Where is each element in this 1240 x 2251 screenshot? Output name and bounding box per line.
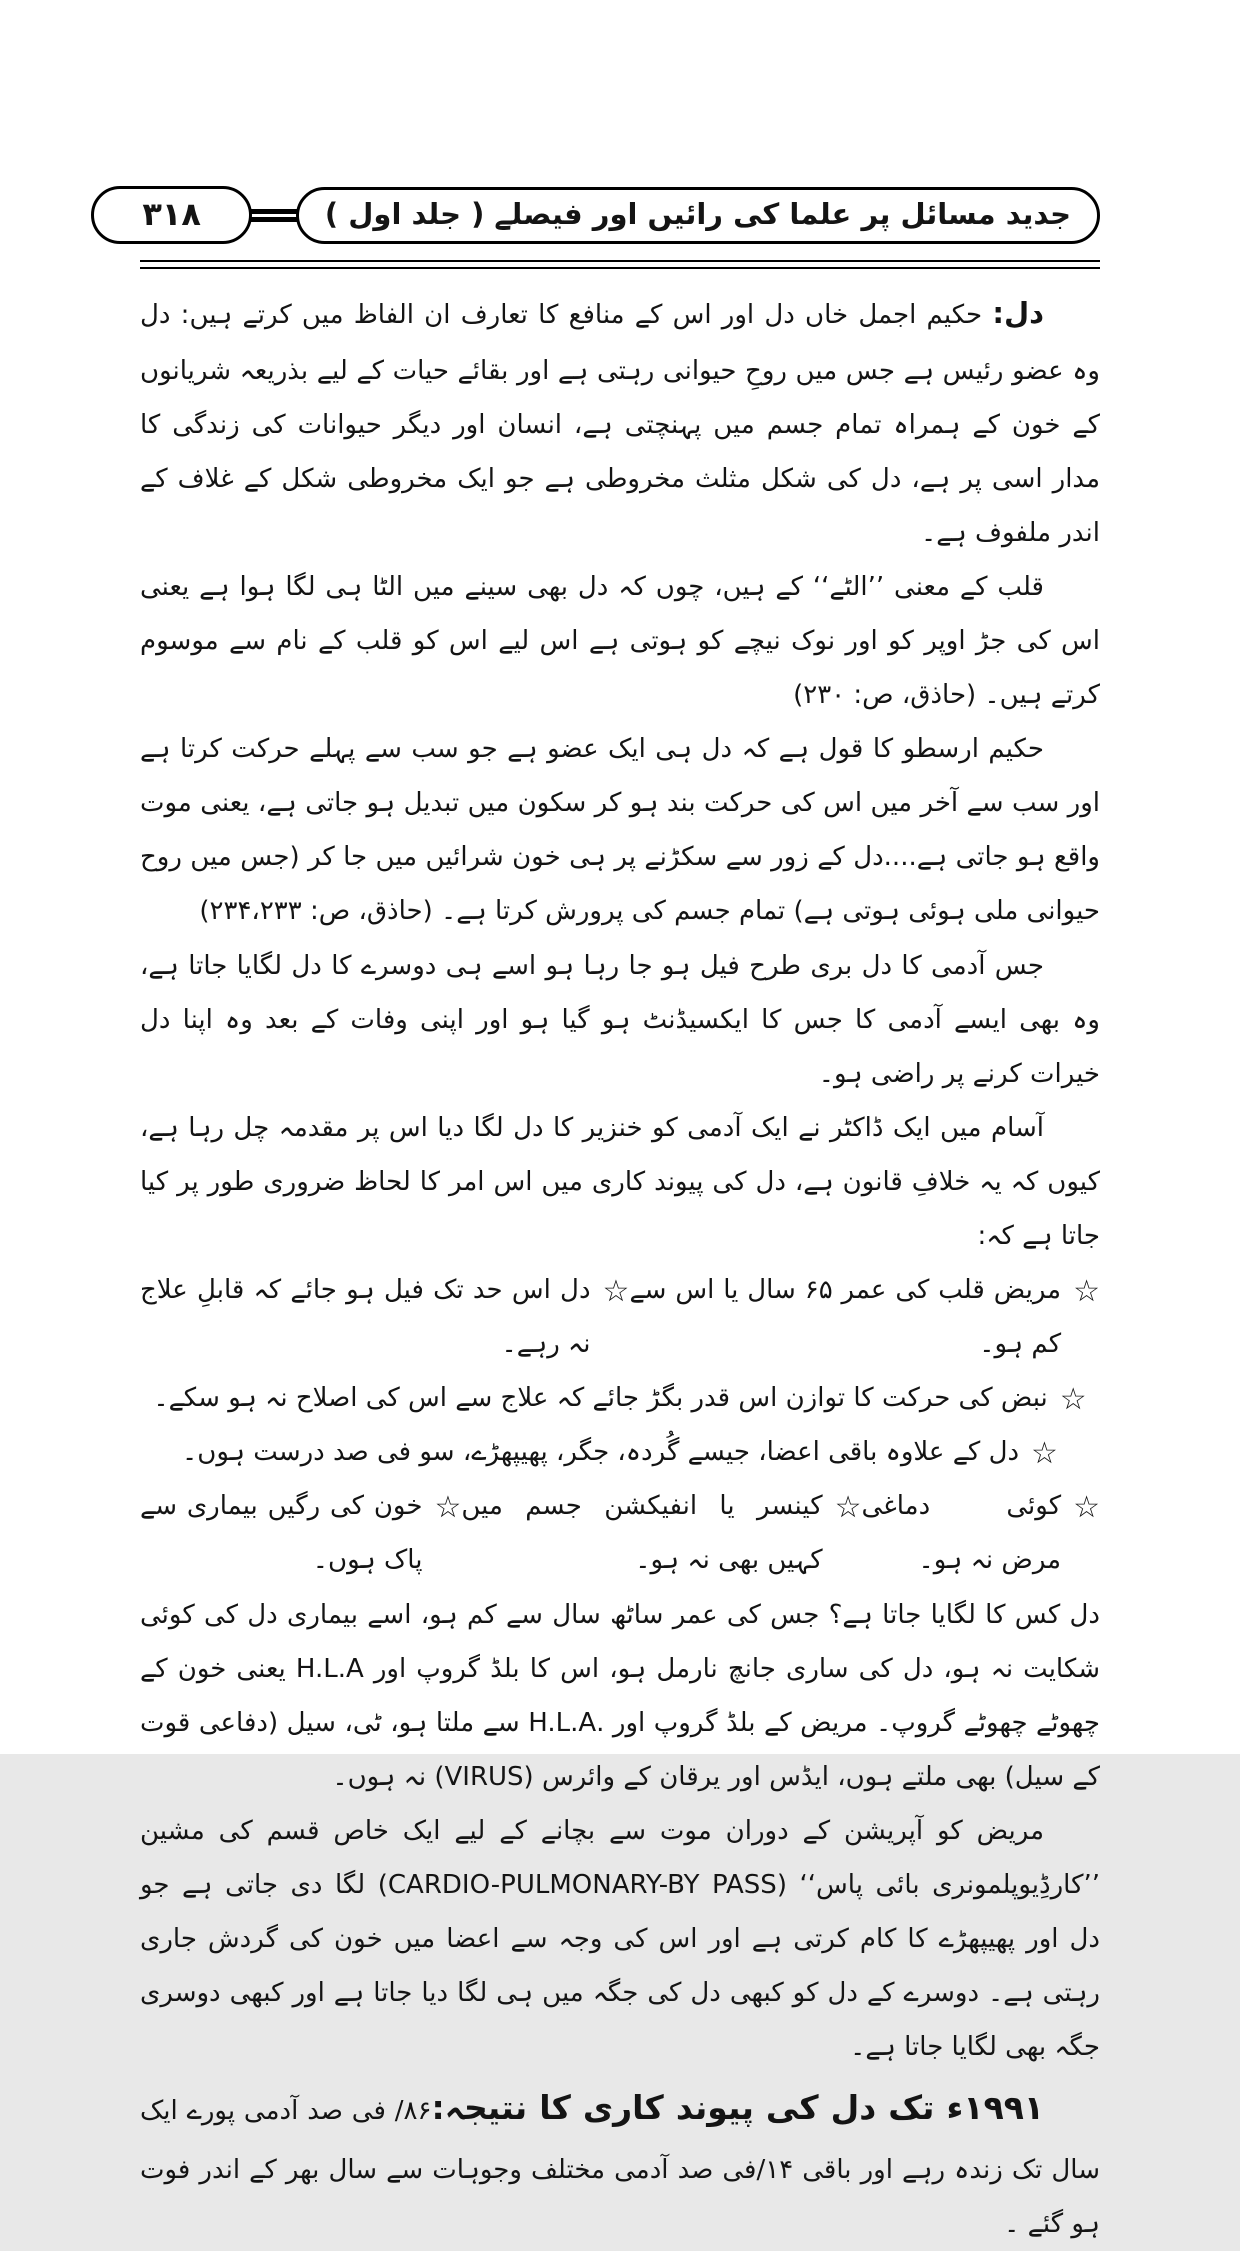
book-title: جدید مسائل پر علما کی رائیں اور فیصلے ( جلد اول ) (324, 196, 1071, 231)
checklist-item-text: دل اس حد تک فیل ہو جائے کہ قابلِ علاج نہ رہے۔ (140, 1275, 591, 1360)
checklist-item-text: خون کی رگیں بیماری سے پاک ہوں۔ (140, 1491, 423, 1576)
paragraph-assam-case (140, 1101, 1100, 1263)
star-icon: ☆ (602, 1274, 630, 1310)
paragraph-heart-intro (140, 283, 1100, 560)
page-number: ۳۱۸ (142, 195, 201, 233)
star-icon: ☆ (434, 1490, 462, 1526)
checklist-item-text: کوئی دماغی مرض نہ ہو۔ (861, 1491, 1062, 1576)
checklist-row (140, 1425, 1100, 1479)
star-icon: ☆ (1073, 1490, 1100, 1526)
result-text: ۸۶/ فی صد آدمی پورے ایک سال تک زندہ رہے اور باقی ۱۴/فی صد آدمی مختلف وجوہات سے سال بھر کے اندر فوت ہو گئے ۔ (140, 2096, 1100, 2239)
checklist-item (861, 1479, 1100, 1587)
star-icon: ☆ (834, 1490, 862, 1526)
paragraph-bypass-machine (140, 1804, 1100, 2074)
checklist-item (182, 1425, 1058, 1479)
checklist-row (140, 1263, 1100, 1371)
checklist-item (153, 1371, 1086, 1425)
page-content (140, 283, 1100, 2251)
paragraph-text: جس آدمی کا دل بری طرح فیل ہو جا رہا ہو اسے ہی دوسرے کا دل لگایا جاتا ہے، وہ بھی ایسے آدمی کا جس کا ایکسیڈنٹ ہو گیا ہو اور اپنی وفات کے بعد وہ اپنا دل خیرات کرنے پر راضی ہو۔ (140, 950, 1100, 1089)
checklist-item-text: مریض قلب کی عمر ۶۵ سال یا اس سے کم ہو۔ (629, 1275, 1062, 1360)
paragraph-text: قلب کے معنی ’’الٹے‘‘ کے ہیں، چوں کہ دل بھی سینے میں الٹا ہی لگا ہوا ہے یعنی اس کی جڑ اوپر کو اور نوک نیچے کو ہوتی ہے اس لیے اس کو قلب کے نام سے موسوم کرتے ہیں۔ (حاذق، ص: ۲۳۰) (140, 572, 1100, 711)
book-title-badge (296, 187, 1100, 244)
checklist-item-text: دل کے علاوہ باقی اعضا، جیسے گُردہ، جگر، پھیپھڑے، سو فی صد درست ہوں۔ (182, 1437, 1020, 1468)
checklist-item (461, 1479, 861, 1587)
checklist-row (140, 1479, 1100, 1587)
checklist-item-text: نبض کی حرکت کا توازن اس قدر بگڑ جائے کہ علاج سے اس کی اصلاح نہ ہو سکے۔ (153, 1383, 1048, 1414)
checklist-item (140, 1263, 629, 1371)
checklist-item-text: کینسر یا انفیکشن جسم میں کہیں بھی نہ ہو۔ (461, 1491, 823, 1576)
header-connector-rule (244, 209, 304, 222)
header-double-rule (140, 260, 1100, 269)
paragraph-aristotle-quote (140, 722, 1100, 938)
paragraph-text: مریض کو آپریشن کے دوران موت سے بچانے کے لیے ایک خاص قسم کی مشین ’’کارڈِیوپلمونری بائی پاس‘‘ (CARDIO-PULMONARY-BY PASS) لگا دی جاتی ہے جو دل اور پھیپھڑے کا کام کرتی ہے اور اس کی وجہ سے اعضا میں خون کی گردش جاری رہتی ہے۔ دوسرے کے دل کو کبھی دل کی جگہ میں ہی لگا دیا جاتا ہے اور کبھی دوسری جگہ بھی لگایا جاتا ہے۔ (140, 1815, 1100, 2063)
paragraph-lead-dil: دل: (992, 296, 1044, 331)
paragraph-text: آسام میں ایک ڈاکٹر نے ایک آدمی کو خنزیر کا دل لگا دیا اس پر مقدمہ چل رہا ہے، کیوں کہ یہ خلافِ قانون ہے، دل کی پیوند کاری میں اس امر کا لحاظ ضروری طور پر کیا جاتا ہے کہ: (140, 1112, 1100, 1251)
paragraph-text: حکیم اجمل خاں دل اور اس کے منافع کا تعارف ان الفاظ میں کرتے ہیں: دل وہ عضو رئیس ہے جس میں روحِ حیوانی رہتی ہے اور بقائے حیات کے لیے بذریعہ شریانوں کے خون کے ہمراہ تمام جسم میں پہنچتی ہے، انسان اور دیگر حیوانات کی زندگی کا مدار اسی پر ہے، دل کی شکل مثلث مخروطی ہے جو ایک مخروطی شکل کے غلاف کے اندر ملفوف ہے۔ (140, 300, 1100, 548)
paragraph-qalb-meaning (140, 560, 1100, 722)
star-icon: ☆ (1073, 1274, 1100, 1310)
star-icon: ☆ (1059, 1382, 1087, 1418)
paragraph-heart-failure (140, 939, 1100, 1101)
checklist-row (140, 1371, 1100, 1425)
paragraph-text: دل کس کا لگایا جاتا ہے؟ جس کی عمر ساٹھ سال سے کم ہو، اسے بیماری دل کی کوئی شکایت نہ ہو، دل کی ساری جانچ نارمل ہو، اس کا بلڈ گروپ اور H.L.A یعنی خون کے چھوٹے چھوٹے گروپ۔ مریض کے بلڈ گروپ اور .H.L.A سے ملتا ہو، ٹی، سیل (دفاعی قوت کے سیل) بھی ملتے ہوں، ایڈس اور یرقان کے وائرس (VIRUS) نہ ہوں۔ (140, 1599, 1100, 1792)
result-heading: ۱۹۹۱ء تک دل کی پیوند کاری کا نتیجہ: (431, 2088, 1044, 2128)
paragraph-donor-criteria (140, 1588, 1100, 1804)
page-number-badge (91, 186, 252, 244)
paragraph-text: حکیم ارسطو کا قول ہے کہ دل ہی ایک عضو ہے جو سب سے پہلے حرکت کرتا ہے اور سب سے آخر میں اس کی حرکت بند ہو کر سکون میں تبدیل ہو جاتی ہے، یعنی موت واقع ہو جاتی ہے....دل کے زور سے سکڑنے پر ہی خون شرائیں میں جا کر (جس میں روح حیوانی ملی ہوئی ہوتی ہے) تمام جسم کی پرورش کرتا ہے۔ (حاذق، ص: ۲۳۴،۲۳۳) (140, 734, 1100, 927)
checklist-item (140, 1479, 461, 1587)
star-icon: ☆ (1031, 1436, 1058, 1472)
page-header (140, 186, 1100, 244)
paragraph-transplant-result (140, 2074, 1100, 2251)
checklist-item (629, 1263, 1100, 1371)
